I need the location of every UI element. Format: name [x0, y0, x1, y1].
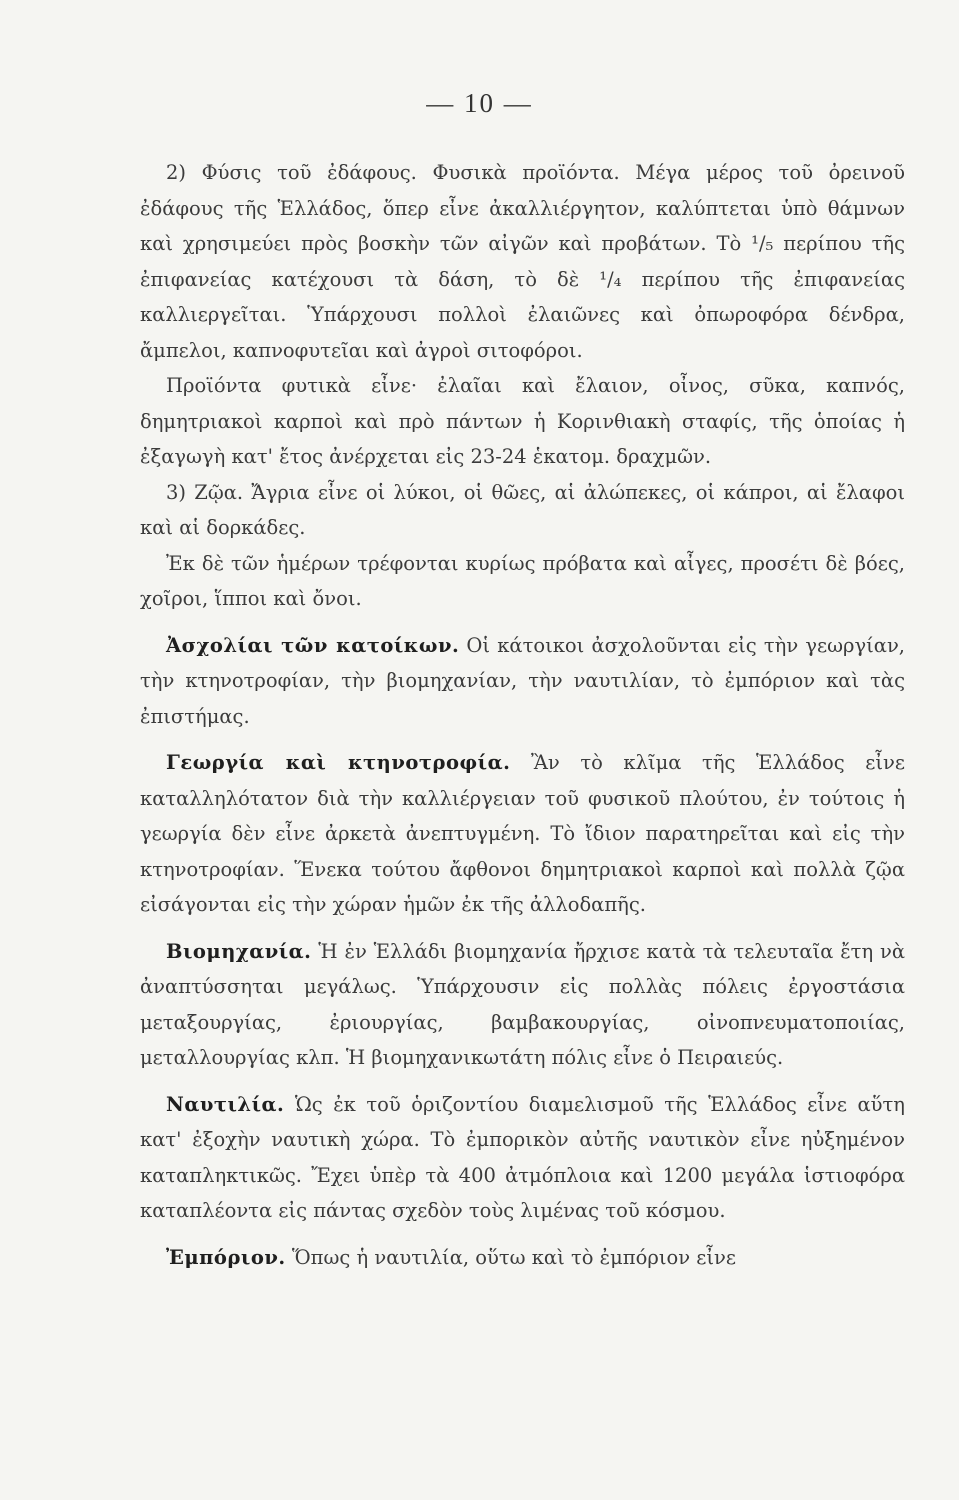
paragraph-commerce — [140, 1240, 905, 1276]
page-body — [140, 155, 905, 1275]
text-agriculture: Ἂν τὸ κλῖμα τῆς Ἑλλάδος εἶνε καταλληλότατον διὰ τὴν καλλιέργειαν τοῦ φυσικοῦ πλούτου, ἐν τούτοις ἡ γεωργία δὲν εἶνε ἀρκετὰ ἀνεπτυγμένη. Τὸ ἴδιον παρατηρεῖται καὶ εἰς τὴν κτηνοτροφίαν. Ἕνεκα τούτου ἄφθονοι δημητριακοὶ καρποὶ καὶ πολλὰ ζῷα εἰσάγονται εἰς τὴν χώραν ἡμῶν ἐκ τῆς ἀλλοδαπῆς. — [140, 751, 905, 916]
paragraph-domestic-animals: Ἐκ δὲ τῶν ἡμέρων τρέφονται κυρίως πρόβατα καὶ αἶγες, προσέτι δὲ βόες, χοῖροι, ἵπποι καὶ ὄνοι. — [140, 551, 905, 610]
paragraph-nature-of-soil: 2) Φύσις τοῦ ἐδάφους. Φυσικὰ προϊόντα. Μέγα μέρος τοῦ ὀρεινοῦ ἐδάφους τῆς Ἑλλάδος, ὅπερ εἶνε ἀκαλλιέργητον, καλύπτεται ὑπὸ θάμνων καὶ χρησιμεύει πρὸς βοσκὴν τῶν αἰγῶν καὶ προβάτων. Τὸ ¹/₅ περίπου τῆς ἐπιφανείας κατέχουσι τὰ δάση, τὸ δὲ ¹/₄ περίπου τῆς ἐπιφανείας καλλιεργεῖται. Ὑπάρχουσι πολλοὶ ἐλαιῶνες καὶ ὀπωροφόρα δένδρα, ἄμπελοι, καπνοφυτεῖαι καὶ ἀγροὶ σιτοφόροι. — [140, 161, 905, 362]
text-industry: Ἡ ἐν Ἑλλάδι βιομηχανία ἤρχισε κατὰ τὰ τελευταῖα ἔτη νὰ ἀναπτύσσηται μεγάλως. Ὑπάρχουσιν εἰς πολλὰς πόλεις ἐργοστάσια μεταξουργίας, ἐριουργίας, βαμβακουργίας, οἰνοπνευματοποιίας, μεταλλουργίας κλπ. Ἡ βιομηχανικωτάτη πόλις εἶνε ὁ Πειραιεύς. — [140, 939, 905, 1069]
paragraph-plant-products: Προϊόντα φυτικὰ εἶνε· ἐλαῖαι καὶ ἔλαιον, οἶνος, σῦκα, καπνός, δημητριακοὶ καρποὶ καὶ πρὸ πάντων ἡ Κορινθιακὴ σταφίς, τῆς ὁποίας ἡ ἐξαγωγὴ κατ' ἔτος ἀνέρχεται εἰς 23-24 ἑκατομ. δραχμῶν. — [140, 374, 905, 468]
heading-shipping: Ναυτιλία. — [166, 1092, 285, 1116]
text-commerce: Ὅπως ἡ ναυτιλία, οὕτω καὶ τὸ ἐμπόριον εἶνε — [285, 1245, 736, 1269]
heading-occupations: Ἀσχολίαι τῶν κατοίκων. — [166, 633, 460, 657]
page-number: — 10 — — [426, 88, 533, 118]
paragraph-agriculture — [140, 745, 905, 923]
heading-industry: Βιομηχανία. — [166, 939, 312, 963]
text-shipping: Ὡς ἐκ τοῦ ὁριζοντίου διαμελισμοῦ τῆς Ἑλλάδος εἶνε αὕτη κατ' ἐξοχὴν ναυτικὴ χώρα. Τὸ ἐμπορικὸν αὐτῆς ναυτικὸν εἶνε ηὐξημένον καταπληκτικῶς. Ἔχει ὑπὲρ τὰ 400 ἀτμόπλοια καὶ 1200 μεγάλα ἱστιοφόρα καταπλέοντα εἰς πάντας σχεδὸν τοὺς λιμένας τοῦ κόσμου. — [140, 1092, 905, 1222]
paragraph-wild-animals: 3) Ζῷα. Ἄγρια εἶνε οἱ λύκοι, οἱ θῶες, αἱ ἀλώπεκες, οἱ κάπροι, αἱ ἔλαφοι καὶ αἱ δορκάδες. — [140, 480, 905, 539]
text-occupations: Οἱ κάτοικοι ἀσχολοῦνται εἰς τὴν γεωργίαν, τὴν κτηνοτροφίαν, τὴν βιομηχανίαν, τὴν ναυτιλίαν, τὸ ἐμπόριον καὶ τὰς ἐπιστήμας. — [140, 633, 905, 728]
paragraph-occupations — [140, 628, 905, 735]
heading-agriculture: Γεωργία καὶ κτηνοτροφία. — [166, 751, 511, 774]
heading-commerce: Ἐμπόριον. — [166, 1245, 286, 1269]
paragraph-shipping — [140, 1087, 905, 1229]
paragraph-industry — [140, 934, 905, 1076]
